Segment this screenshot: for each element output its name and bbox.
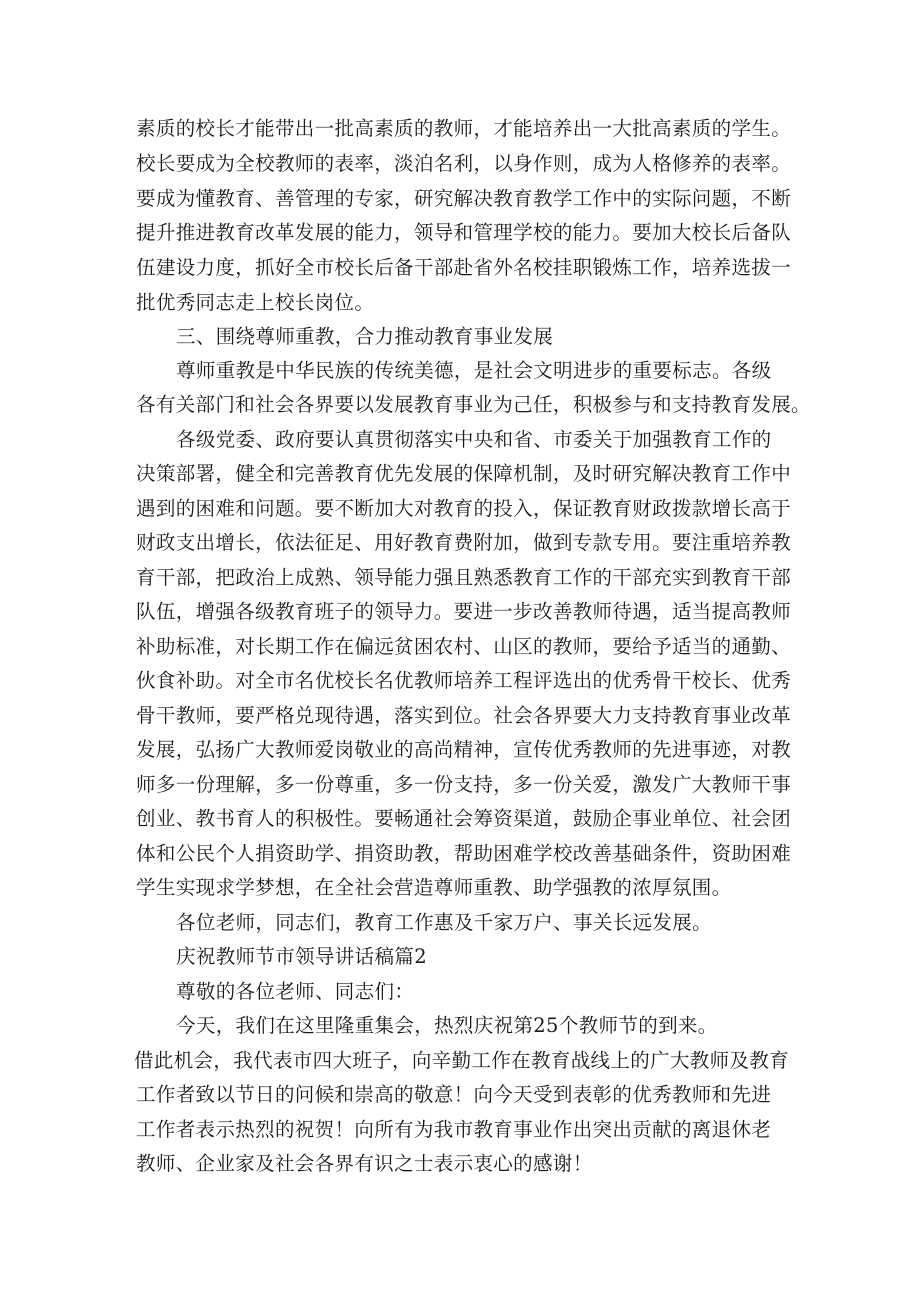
paragraph-start-line: 今天，我们在这里隆重集会，热烈庆祝第25个教师节的到来。 xyxy=(176,1014,718,1037)
body-text-line: 各有关部门和社会各界要以发展教育事业为己任，积极参与和支持教育发展。 xyxy=(136,393,811,416)
body-text-line: 提升推进教育改革发展的能力，领导和管理学校的能力。要加大校长后备队 xyxy=(136,221,792,244)
body-text-line: 育干部，把政治上成熟、领导能力强且熟悉教育工作的干部充实到教育干部 xyxy=(136,566,792,589)
paragraph-start-line: 各级党委、政府要认真贯彻落实中央和省、市委关于加强教育工作的 xyxy=(176,428,772,451)
body-text-line: 财政支出增长，依法征足、用好教育费附加，做到专款专用。要注重培养教 xyxy=(136,531,792,554)
body-text-line: 创业、教书育人的积极性。要畅通社会筹资渠道，鼓励企事业单位、社会团 xyxy=(136,807,792,830)
body-text-line: 学生实现求学梦想，在全社会营造尊师重教、助学强教的浓厚氛围。 xyxy=(136,876,732,899)
body-text-line: 校长要成为全校教师的表率，淡泊名利，以身作则，成为人格修养的表率。 xyxy=(136,152,792,175)
body-text-line: 工作者表示热烈的祝贺！向所有为我市教育事业作出突出贡献的离退休老 xyxy=(136,1118,772,1141)
body-text-line: 发展，弘扬广大教师爱岗敬业的高尚精神，宣传优秀教师的先进事迹，对教 xyxy=(136,738,792,761)
body-text-line: 伍建设力度，抓好全市校长后备干部赴省外名校挂职锻炼工作，培养选拔一 xyxy=(136,256,792,279)
body-text-line: 补助标准，对长期工作在偏远贫困农村、山区的教师，要给予适当的通勤、 xyxy=(136,635,792,658)
body-text-line: 素质的校长才能带出一批高素质的教师，才能培养出一大批高素质的学生。 xyxy=(136,117,792,140)
body-text-line: 决策部署，健全和完善教育优先发展的保障机制，及时研究解决教育工作中 xyxy=(136,462,792,485)
paragraph-start-line: 尊师重教是中华民族的传统美德，是社会文明进步的重要标志。各级 xyxy=(176,359,772,382)
article-title: 庆祝教师节市领导讲话稿篇2 xyxy=(176,945,427,968)
body-text-line: 批优秀同志走上校长岗位。 xyxy=(136,291,375,314)
body-text-line: 教师、企业家及社会各界有识之士表示衷心的感谢！ xyxy=(136,1152,593,1175)
body-text-line: 工作者致以节日的问候和崇高的敬意！向今天受到表彰的优秀教师和先进 xyxy=(136,1083,772,1106)
body-text-line: 骨干教师，要严格兑现待遇，落实到位。社会各界要大力支持教育事业改革 xyxy=(136,704,792,727)
body-text-line: 师多一份理解，多一份尊重，多一份支持，多一份关爱，激发广大教师干事 xyxy=(136,773,792,796)
body-text-line: 要成为懂教育、善管理的专家，研究解决教育教学工作中的实际问题，不断 xyxy=(136,187,792,210)
body-text-line: 借此机会，我代表市四大班子，向辛勤工作在教育战线上的广大教师及教育 xyxy=(134,1049,790,1072)
body-text-line: 遇到的困难和问题。要不断加大对教育的投入，保证教育财政拨款增长高于 xyxy=(136,497,792,520)
body-text-line: 伙食补助。对全市名优校长名优教师培养工程评选出的优秀骨干校长、优秀 xyxy=(136,669,792,692)
body-text-line: 队伍，增强各级教育班子的领导力。要进一步改善教师待遇，适当提高教师 xyxy=(136,600,792,623)
paragraph-start-line: 各位老师，同志们，教育工作惠及千家万户、事关长远发展。 xyxy=(176,911,712,934)
section-heading: 三、围绕尊师重教，合力推动教育事业发展 xyxy=(176,325,554,348)
body-text-line: 体和公民个人捐资助学、捐资助教，帮助困难学校改善基础条件，资助困难 xyxy=(136,842,792,865)
salutation: 尊敬的各位老师、同志们： xyxy=(176,980,415,1003)
